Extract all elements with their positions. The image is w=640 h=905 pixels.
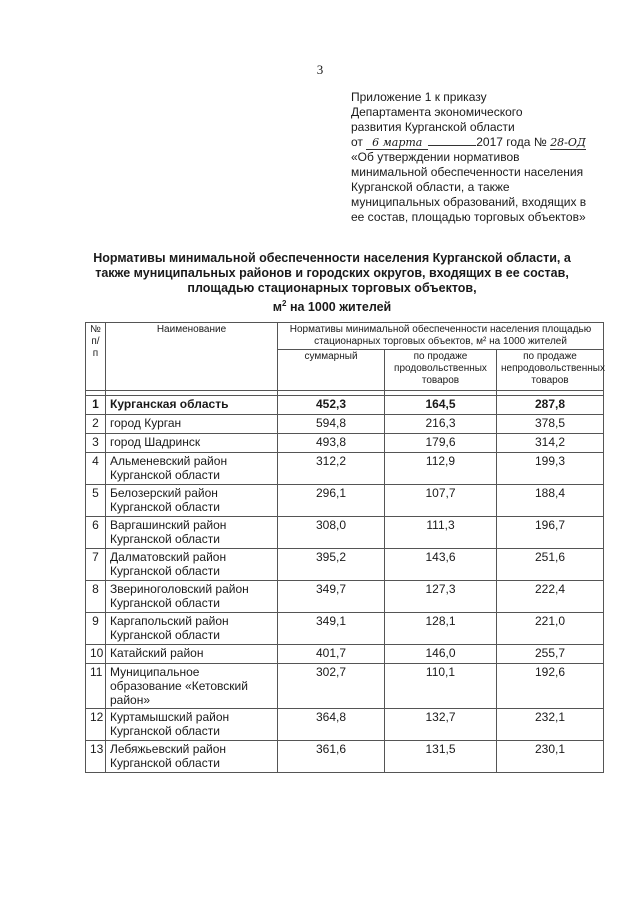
handwritten-order-number: 28-ОД xyxy=(550,136,586,149)
row-food: 146,0 xyxy=(385,645,497,664)
table-row xyxy=(86,581,604,613)
appendix-line-3: развития Курганской области xyxy=(351,120,515,134)
row-nonfood: 255,7 xyxy=(497,645,604,664)
table-row xyxy=(86,549,604,581)
row-total: 349,1 xyxy=(278,613,385,645)
row-nonfood: 230,1 xyxy=(497,741,604,773)
row-name: Катайский район xyxy=(106,645,278,664)
table-row xyxy=(86,485,604,517)
appendix-line-2: Департамента экономического xyxy=(351,105,523,119)
row-nonfood: 314,2 xyxy=(497,434,604,453)
row-name: город Шадринск xyxy=(106,434,278,453)
row-nonfood: 287,8 xyxy=(497,396,604,415)
row-number: 11 xyxy=(86,664,106,709)
row-total: 395,2 xyxy=(278,549,385,581)
row-number: 9 xyxy=(86,613,106,645)
table-body xyxy=(86,396,604,773)
row-name: Лебяжьевский район Курганской области xyxy=(106,741,278,773)
row-nonfood: 221,0 xyxy=(497,613,604,645)
row-number: 6 xyxy=(86,517,106,549)
row-name: Куртамышский район Курганской области xyxy=(106,709,278,741)
table-row xyxy=(86,709,604,741)
title-line-4 xyxy=(92,296,572,315)
row-food: 132,7 xyxy=(385,709,497,741)
row-nonfood: 192,6 xyxy=(497,664,604,709)
row-food: 164,5 xyxy=(385,396,497,415)
appendix-subject-3: Курганской области, а также xyxy=(351,180,510,194)
row-name: Каргапольский район Курганской области xyxy=(106,613,278,645)
row-name: Варгашинский район Курганской области xyxy=(106,517,278,549)
row-food: 110,1 xyxy=(385,664,497,709)
row-total: 401,7 xyxy=(278,645,385,664)
appendix-date-line xyxy=(351,135,611,150)
table-row xyxy=(86,453,604,485)
row-food: 127,3 xyxy=(385,581,497,613)
row-food: 107,7 xyxy=(385,485,497,517)
title-unit-rest: на 1000 жителей xyxy=(286,300,392,315)
header-total: суммарный xyxy=(278,350,385,391)
table-row xyxy=(86,613,604,645)
row-total: 312,2 xyxy=(278,453,385,485)
title-unit: м xyxy=(272,300,283,315)
table-row xyxy=(86,396,604,415)
row-name: Белозерский район Курганской области xyxy=(106,485,278,517)
row-nonfood: 196,7 xyxy=(497,517,604,549)
row-number: 1 xyxy=(86,396,106,415)
table-row xyxy=(86,741,604,773)
row-name: Муниципальное образование «Кетовский район» xyxy=(106,664,278,709)
row-food: 111,3 xyxy=(385,517,497,549)
row-number: 4 xyxy=(86,453,106,485)
row-name: Далматовский район Курганской области xyxy=(106,549,278,581)
row-total: 452,3 xyxy=(278,396,385,415)
row-food: 112,9 xyxy=(385,453,497,485)
row-number: 8 xyxy=(86,581,106,613)
row-number: 13 xyxy=(86,741,106,773)
row-number: 12 xyxy=(86,709,106,741)
document-title xyxy=(92,251,572,315)
table-row xyxy=(86,664,604,709)
row-total: 308,0 xyxy=(278,517,385,549)
row-total: 493,8 xyxy=(278,434,385,453)
row-total: 349,7 xyxy=(278,581,385,613)
row-food: 143,6 xyxy=(385,549,497,581)
row-number: 7 xyxy=(86,549,106,581)
row-total: 361,6 xyxy=(278,741,385,773)
appendix-block xyxy=(351,90,611,225)
date-suffix: 2017 года № xyxy=(476,135,547,149)
table-row xyxy=(86,415,604,434)
row-nonfood: 232,1 xyxy=(497,709,604,741)
table-row xyxy=(86,517,604,549)
row-total: 296,1 xyxy=(278,485,385,517)
header-number: № п/п xyxy=(86,323,106,391)
norms-table xyxy=(85,322,604,773)
header-nonfood: по продаже непродовольственных товаров xyxy=(497,350,604,391)
title-unit-superscript: 2 xyxy=(282,299,287,308)
row-food: 216,3 xyxy=(385,415,497,434)
row-name: Курганская область xyxy=(106,396,278,415)
row-nonfood: 251,6 xyxy=(497,549,604,581)
row-food: 131,5 xyxy=(385,741,497,773)
row-total: 302,7 xyxy=(278,664,385,709)
header-norms-group: Нормативы минимальной обеспеченности населения площадью стационарных торговых объектов, м² на 1000 жителей xyxy=(278,323,604,350)
row-name: город Курган xyxy=(106,415,278,434)
row-nonfood: 199,3 xyxy=(497,453,604,485)
row-nonfood: 378,5 xyxy=(497,415,604,434)
page-number: 3 xyxy=(316,62,324,77)
date-blank-underline xyxy=(428,145,476,146)
row-number: 3 xyxy=(86,434,106,453)
row-name: Звериноголовский район Курганской области xyxy=(106,581,278,613)
header-name: Наименование xyxy=(106,323,278,391)
row-number: 10 xyxy=(86,645,106,664)
header-food: по продаже продовольственных товаров xyxy=(385,350,497,391)
title-line-3: площадью стационарных торговых объектов, xyxy=(187,281,477,295)
appendix-subject-1: «Об утверждении нормативов xyxy=(351,150,520,164)
appendix-subject-4: муниципальных образований, входящих в xyxy=(351,195,587,209)
row-nonfood: 188,4 xyxy=(497,485,604,517)
row-nonfood: 222,4 xyxy=(497,581,604,613)
handwritten-date: 6 марта xyxy=(366,137,428,150)
appendix-subject-5: ее состав, площадью торговых объектов» xyxy=(351,210,586,224)
row-total: 594,8 xyxy=(278,415,385,434)
row-number: 2 xyxy=(86,415,106,434)
row-food: 179,6 xyxy=(385,434,497,453)
appendix-subject-2: минимальной обеспеченности населения xyxy=(351,165,584,179)
table-row xyxy=(86,434,604,453)
row-number: 5 xyxy=(86,485,106,517)
title-line-1: Нормативы минимальной обеспеченности населения Курганской области, а xyxy=(93,251,571,265)
row-name: Альменевский район Курганской области xyxy=(106,453,278,485)
appendix-line-1: Приложение 1 к приказу xyxy=(351,90,487,104)
table-row xyxy=(86,645,604,664)
date-prefix: от xyxy=(351,135,363,149)
row-total: 364,8 xyxy=(278,709,385,741)
title-line-2: также муниципальных районов и городских округов, входящих в ее состав, xyxy=(95,266,569,280)
row-food: 128,1 xyxy=(385,613,497,645)
